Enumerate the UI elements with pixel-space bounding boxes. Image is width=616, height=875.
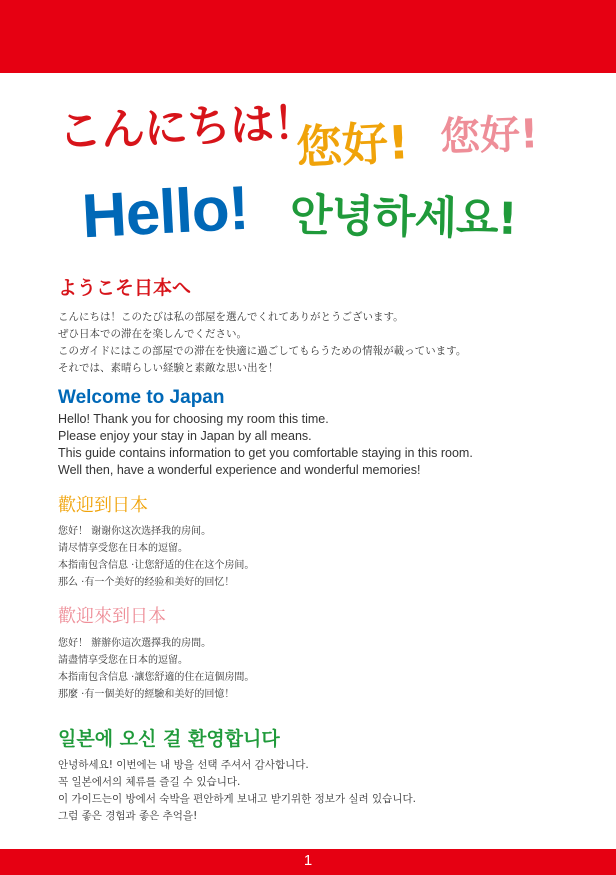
body-line: 안녕하세요! 이번에는 내 방을 선택 주셔서 감사합니다. (58, 759, 309, 771)
body-line: 請盡情享受您在日本的逗留。 (58, 655, 188, 666)
body-line: 꼭 일본에서의 체류를 즐길 수 있습니다. (58, 776, 241, 788)
greeting-chinese-traditional: 您好! (439, 111, 540, 161)
header-band (0, 0, 616, 73)
section-title-japanese: ようこそ日本へ (58, 277, 192, 299)
body-line: 本指南包含信息 ·让您舒适的住在这个房间。 (58, 560, 255, 571)
body-line: 本指南包含信息 ·讓您舒適的住在這個房間。 (58, 672, 255, 683)
body-line: 那么 ·有一个美好的经验和美好的回忆！ (58, 577, 235, 588)
body-line: ぜひ日本での滞在を楽しんでください。 (58, 328, 247, 340)
section-body-korean (58, 757, 416, 825)
greeting-english: Hello! (80, 173, 250, 252)
section-body-japanese (58, 309, 466, 377)
body-line: 请尽情享受您在日本的逗留。 (58, 543, 188, 554)
body-line: 您好！ 谢谢你这次选择我的房间。 (58, 526, 212, 537)
section-title-chinese-simplified: 歡迎到日本 (58, 495, 148, 516)
body-line: 그럼 좋은 경험과 좋은 추억을! (58, 810, 198, 822)
greeting-chinese-simplified: 您好! (294, 115, 411, 175)
body-line: こんにちは！このたびは私の部屋を選んでくれてありがとうございます。 (58, 311, 404, 323)
body-line: 您好！ 辦辦你這次選擇我的房間。 (58, 638, 212, 649)
body-line: それでは、素晴らしい経験と素敵な思い出を！ (58, 362, 279, 374)
body-line: This guide contains information to get you comfortable staying in this room. (58, 446, 473, 460)
section-title-chinese-traditional: 歡迎來到日本 (58, 606, 166, 627)
section-body-chinese-simplified (58, 523, 254, 591)
body-line: このガイドにはこの部屋での滞在を快適に過ごしてもらうための情報が載っています。 (58, 345, 467, 357)
body-line: Hello! Thank you for choosing my room this time. (58, 412, 329, 426)
section-title-english: Welcome to Japan (58, 387, 225, 408)
page-number: 1 (303, 852, 313, 869)
body-line: 이 가이드는이 방에서 숙박을 편안하게 보내고 받기위한 정보가 실려 있습니다. (58, 793, 416, 805)
body-line: Well then, have a wonderful experience and wonderful memories! (58, 463, 421, 477)
section-body-english (58, 411, 473, 479)
greeting-japanese: こんにちは！ (57, 97, 317, 158)
body-line: 那麼 ·有一個美好的經驗和美好的回憶！ (58, 689, 235, 700)
section-title-korean: 일본에 오신 걸 환영합니다 (58, 728, 280, 750)
greeting-korean: 안녕하세요! (289, 190, 518, 245)
body-line: Please enjoy your stay in Japan by all means. (58, 429, 312, 443)
section-body-chinese-traditional (58, 635, 254, 703)
